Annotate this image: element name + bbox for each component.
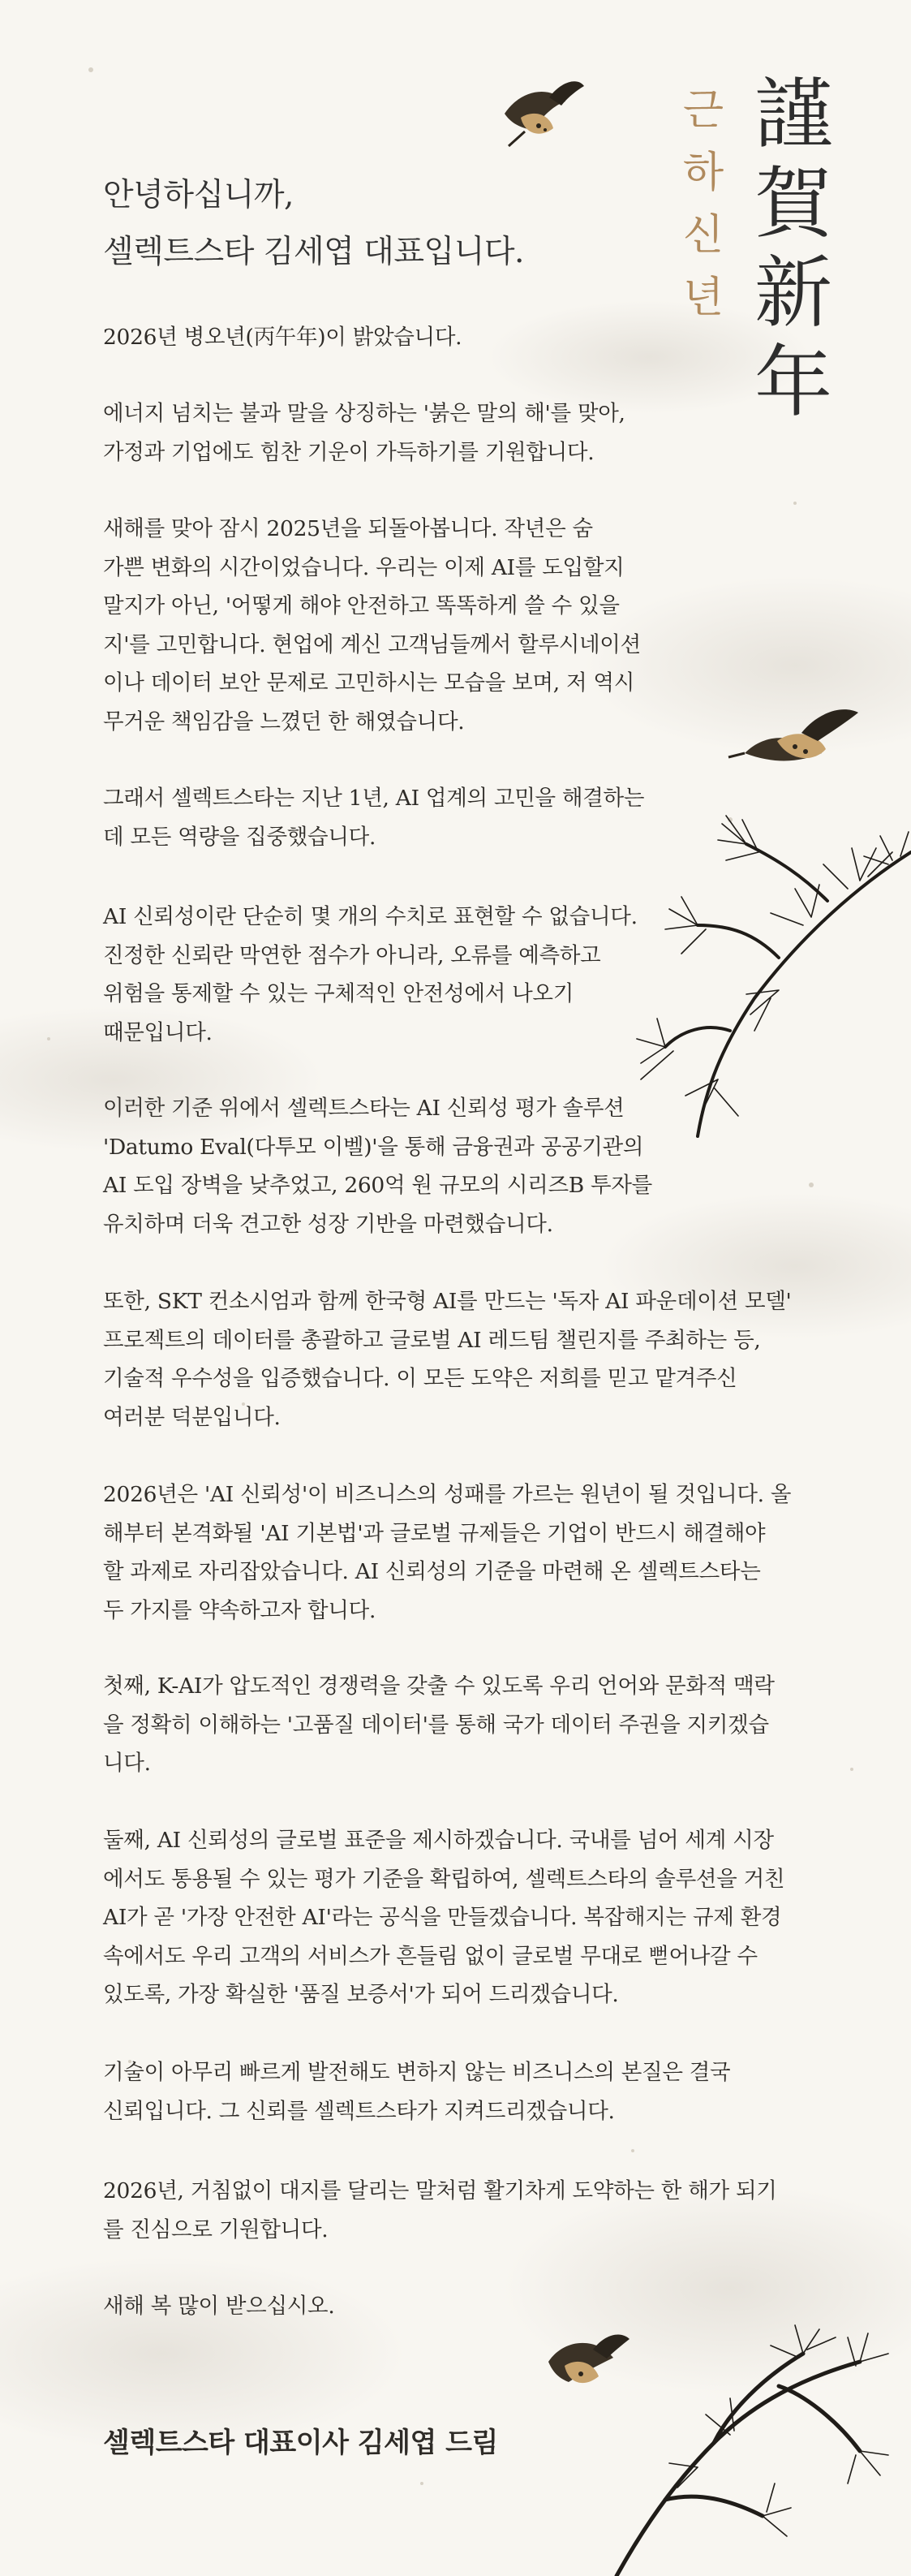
text-line: 기술적 우수성을 입증했습니다. 이 모든 도약은 저희를 믿고 맡겨주신 — [103, 1366, 737, 1391]
paragraph — [103, 1089, 776, 1243]
text-line: 위험을 통제할 수 있는 구체적인 안전성에서 나오기 — [103, 981, 574, 1006]
text-line: 여러분 덕분입니다. — [103, 1404, 281, 1430]
text-line: 기술이 아무리 빠르게 발전해도 변하지 않는 비즈니스의 본질은 결국 — [103, 2060, 731, 2085]
text-line: 해부터 본격화될 'AI 기본법'과 글로벌 규제들은 기업이 반드시 해결해야 — [103, 1520, 766, 1546]
text-line: AI 신뢰성이란 단순히 몇 개의 수치로 표현할 수 없습니다. — [103, 904, 638, 929]
paragraph — [103, 2287, 776, 2326]
text-line: 2026년 병오년(丙午年)이 밝았습니다. — [103, 325, 462, 350]
text-line: 2026년은 'AI 신뢰성'이 비즈니스의 성패를 가르는 원년이 될 것입니다. 올 — [103, 1482, 792, 1507]
text-line: 에너지 넘치는 불과 말을 상징하는 '붉은 말의 해'를 맞아, — [103, 401, 625, 426]
paragraph — [103, 1475, 792, 1630]
paragraph — [103, 2053, 776, 2130]
korean-char: 근 — [682, 86, 724, 135]
text-line: 또한, SKT 컨소시엄과 함께 한국형 AI를 만드는 '독자 AI 파운데이션 모델' — [103, 1289, 792, 1314]
text-line: 할 과제로 자리잡았습니다. AI 신뢰성의 기준을 마련해 온 셀렉트스타는 — [103, 1559, 761, 1584]
text-line: 때문입니다. — [103, 1019, 213, 1045]
korean-title — [675, 80, 732, 330]
text-line: 두 가지를 약속하고자 합니다. — [103, 1597, 376, 1623]
text-line: 에서도 통용될 수 있는 평가 기준을 확립하여, 셀렉트스타의 솔루션을 거친 — [103, 1866, 785, 1892]
text-line: 유치하며 더욱 견고한 성장 기반을 마련했습니다. — [103, 1211, 553, 1237]
text-line: 가정과 기업에도 힘찬 기운이 가득하기를 기원합니다. — [103, 439, 595, 465]
text-line: 새해 복 많이 받으십시오. — [103, 2294, 335, 2319]
text-line: 진정한 신뢰란 막연한 점수가 아니라, 오류를 예측하고 — [103, 942, 601, 968]
text-line: 그래서 셀렉트스타는 지난 1년, AI 업계의 고민을 해결하는 — [103, 786, 645, 811]
paragraph — [103, 2172, 776, 2249]
paragraph — [103, 1667, 776, 1783]
paragraph — [103, 1282, 792, 1437]
text-line: 무거운 책임감을 느꼈던 한 해였습니다. — [103, 709, 465, 734]
text-line: AI 도입 장벽을 낮추었고, 260억 원 규모의 시리즈B 투자를 — [103, 1173, 652, 1198]
sparrow-illustration — [505, 81, 584, 146]
text-line: 말지가 아닌, '어떻게 해야 안전하고 똑똑하게 쓸 수 있을 — [103, 593, 620, 618]
hanja-title — [753, 70, 834, 427]
text-line: 를 진심으로 기원합니다. — [103, 2216, 329, 2242]
text-line: 새해를 맞아 잠시 2025년을 되돌아봅니다. 작년은 숨 — [103, 516, 593, 541]
text-line: 'Datumo Eval(다투모 이벨)'을 통해 금융권과 공공기관의 — [103, 1134, 644, 1160]
paragraph — [103, 779, 776, 856]
paragraph — [103, 1821, 785, 2014]
text-line: 이러한 기준 위에서 셀렉트스타는 AI 신뢰성 평가 솔루션 — [103, 1096, 625, 1121]
hanja-char: 新 — [754, 248, 832, 338]
greeting-line: 셀렉트스타 김세엽 대표입니다. — [103, 234, 524, 270]
korean-char: 년 — [682, 274, 724, 322]
text-line: 속에서도 우리 고객의 서비스가 흔들림 없이 글로벌 무대로 뻗어나갈 수 — [103, 1943, 758, 1969]
hanja-char: 謹 — [754, 69, 832, 160]
signature: 셀렉트스타 대표이사 김세엽 드림 — [103, 2427, 498, 2459]
text-line: 가쁜 변화의 시간이었습니다. 우리는 이제 AI를 도입할지 — [103, 554, 625, 580]
greeting-line: 안녕하십니까, — [103, 177, 294, 213]
text-line: 둘째, AI 신뢰성의 글로벌 표준을 제시하겠습니다. 국내를 넘어 세계 시장 — [103, 1828, 774, 1853]
text-line: 지'를 고민합니다. 현업에 계신 고객님들께서 할루시네이션 — [103, 631, 641, 657]
text-line: 프로젝트의 데이터를 총괄하고 글로벌 AI 레드팀 챌린지를 주최하는 등, — [103, 1327, 761, 1353]
korean-char: 신 — [682, 211, 724, 260]
paragraph — [103, 898, 776, 1052]
text-line: 니다. — [103, 1751, 151, 1776]
hanja-char: 賀 — [754, 158, 832, 249]
text-line: 있도록, 가장 확실한 '품질 보증서'가 되어 드리겠습니다. — [103, 1982, 619, 2007]
korean-char: 하 — [682, 149, 724, 197]
text-line: AI가 곧 '가장 안전한 AI'라는 공식을 만들겠습니다. 복잡해지는 규제 환경 — [103, 1905, 782, 1930]
text-line: 2026년, 거침없이 대지를 달리는 말처럼 활기차게 도약하는 한 해가 되기 — [103, 2178, 777, 2203]
hanja-char: 年 — [754, 337, 832, 428]
text-line: 이나 데이터 보안 문제로 고민하시는 모습을 보며, 저 역시 — [103, 670, 634, 696]
text-line: 신뢰입니다. 그 신뢰를 셀렉트스타가 지켜드리겠습니다. — [103, 2098, 615, 2124]
text-line: 을 정확히 이해하는 '고품질 데이터'를 통해 국가 데이터 주권을 지키겠습 — [103, 1712, 769, 1738]
text-line: 첫째, K-AI가 압도적인 경쟁력을 갖출 수 있도록 우리 언어와 문화적 맥락 — [103, 1674, 775, 1699]
text-line: 데 모든 역량을 집중했습니다. — [103, 824, 376, 850]
paragraph — [103, 318, 776, 357]
paragraph — [103, 510, 776, 741]
paragraph — [103, 394, 776, 472]
greeting — [103, 167, 622, 281]
